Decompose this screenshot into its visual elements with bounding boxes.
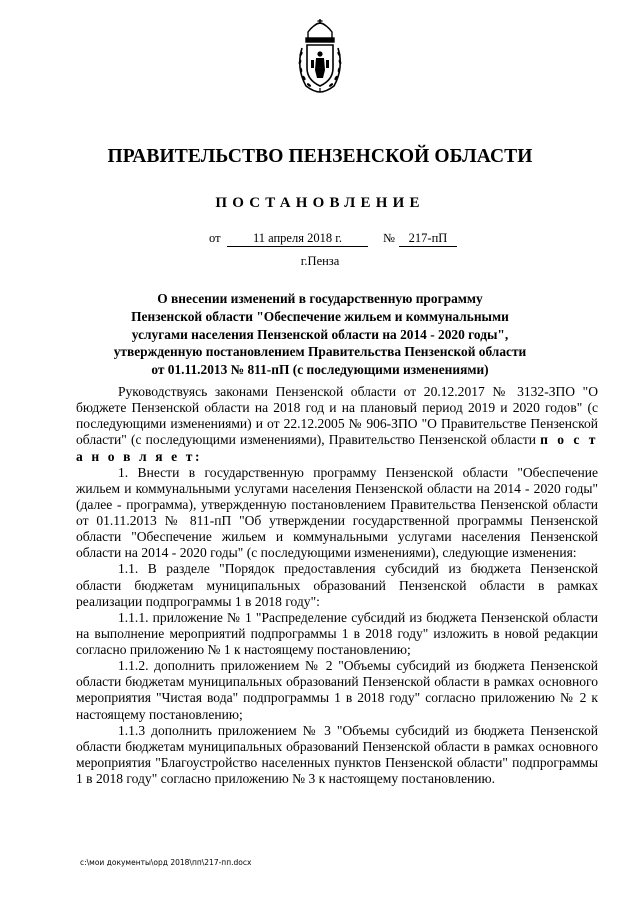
preamble-paragraph <box>76 384 598 465</box>
document-subject <box>110 290 530 379</box>
file-path-footer: c:\мои документы\орд 2018\пп\217-пп.docx <box>80 858 252 867</box>
paragraph-1-1: 1.1. В разделе "Порядок предоставления субсидий из бюджета Пензенской области бюджетам муниципальных образований Пензенской области в рамках реализации подпрограммы 1 в 2018 году": <box>76 561 598 609</box>
organization-title: ПРАВИТЕЛЬСТВО ПЕНЗЕНСКОЙ ОБЛАСТИ <box>107 146 533 167</box>
paragraph-1-1-1: 1.1.1. приложение № 1 "Распределение субсидий из бюджета Пензенской области на выполнение мероприятий подпрограммы 1 в 2018 году" изложить в новой редакции согласно приложению № 1 к настоящему постановлению; <box>76 609 598 657</box>
subject-line: Пензенской области "Обеспечение жильем и коммунальными <box>131 308 509 324</box>
subject-line: утвержденную постановлением Правительства Пензенской области <box>113 344 527 360</box>
paragraph-1-1-3: 1.1.3 дополнить приложением № 3 "Объемы субсидий из бюджета Пензенской области бюджетам муниципальных образований Пензенской области в рамках основного мероприятия "Благоустройство населенных пунктов Пензенской области" подпрограммы 1 в 2018 году" согласно приложению № 3 к настоящему постановлению. <box>76 722 598 786</box>
subject-line: услугами населения Пензенской области на 2014 - 2020 годы", <box>131 326 509 342</box>
city: г.Пенза <box>300 254 340 268</box>
preamble-text: Руководствуясь законами Пензенской области от 20.12.2017 № 3132-ЗПО "О бюджете Пензенской области на 2018 год и на плановый период 2019 и 2020 годов" (с последующими изменениями) и от 22.12.2005 № 906-ЗПО "О Правительстве Пензенской области" (с последующими изменениями), Правительство Пензенской области <box>76 384 598 448</box>
paragraph-1-1-2: 1.1.2. дополнить приложением № 2 "Объемы субсидий из бюджета Пензенской области бюджетам муниципальных образований Пензенской области в рамках основного мероприятия "Чистая вода" подпрограммы 1 в 2018 году" согласно приложению № 2 к настоящему постановлению; <box>76 658 598 722</box>
paragraph-1: 1. Внести в государственную программу Пензенской области "Обеспечение жильем и коммунальными услугами населения Пензенской области на 2014 - 2020 годы" (далее - программа), утвержденную постановлением Правительства Пензенской области от 01.11.2013 № 811-пП "Об утверждении государственной программы Пензенской области "Обеспечение жильем и коммунальными услугами населения Пензенской области на 2014 - 2020 годы" (с последующими изменениями), следующие изменения: <box>76 464 598 561</box>
subject-line: от 01.11.2013 № 811-пП (с последующими изменениями) <box>151 362 489 378</box>
resolves-word: п о с т а н о в л я е т: <box>76 432 598 464</box>
document-type: ПОСТАНОВЛЕНИЕ <box>215 195 425 211</box>
document-date: 11 апреля 2018 г. <box>227 231 368 247</box>
number-sign: № <box>383 231 395 245</box>
document-body <box>76 384 598 787</box>
penza-coat-of-arms-icon <box>294 18 346 94</box>
document-number: 217-пП <box>399 231 457 247</box>
subject-line: О внесении изменений в государственную программу <box>157 291 483 306</box>
date-prefix: от <box>209 231 221 245</box>
